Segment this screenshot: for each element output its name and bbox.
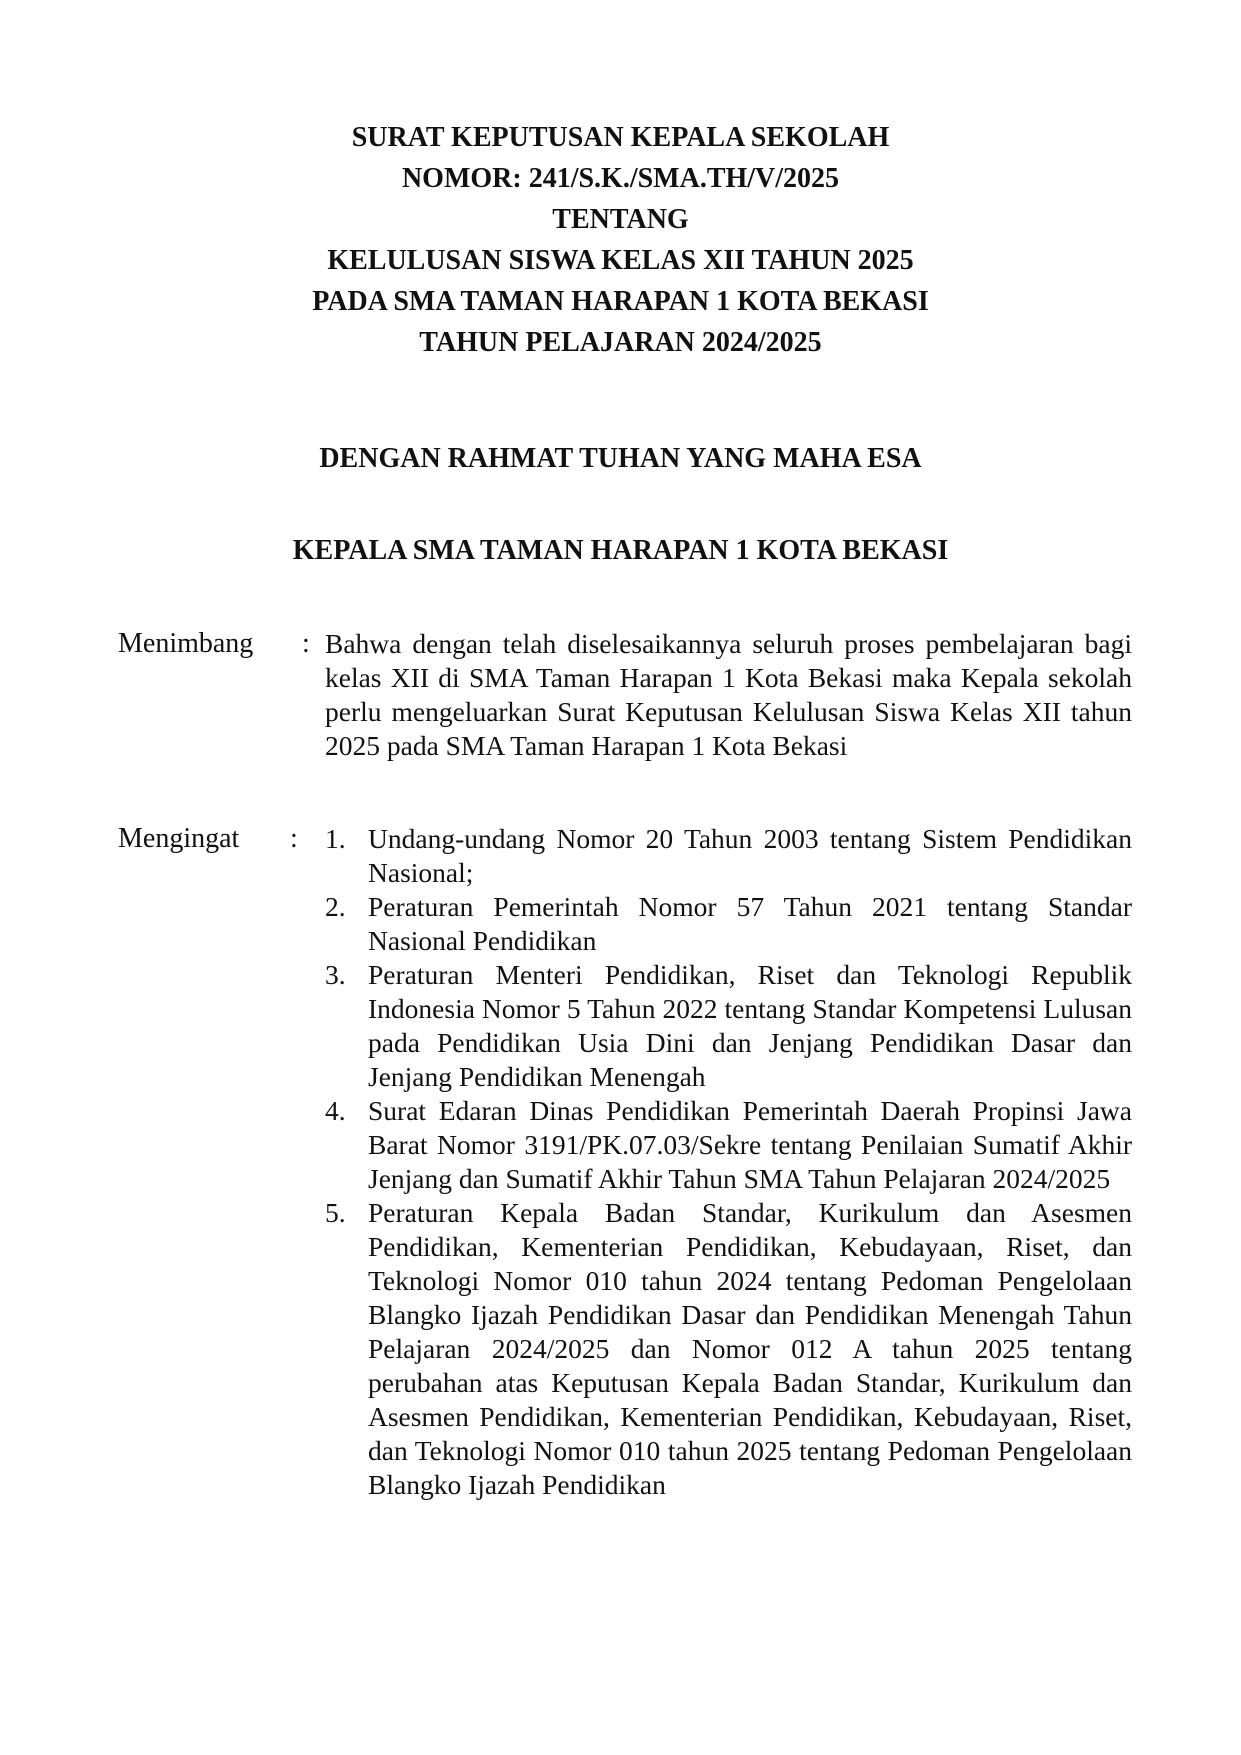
title-line-subject: KELULUSAN SISWA KELAS XII TAHUN 2025: [327, 245, 914, 276]
list-item-number: 3.: [325, 959, 346, 990]
list-item-text: Undang-undang Nomor 20 Tahun 2003 tentang Sistem Pendidikan Nasional;: [368, 823, 1132, 888]
list-item-number: 5.: [325, 1197, 346, 1228]
menimbang-colon: :: [302, 628, 310, 659]
list-item: [325, 1196, 1132, 1502]
menimbang-label: Menimbang: [118, 628, 254, 659]
mengingat-colon: :: [290, 823, 298, 854]
list-item: [325, 890, 1132, 958]
title-line-decree: SURAT KEPUTUSAN KEPALA SEKOLAH: [351, 122, 890, 153]
list-item-text: Peraturan Kepala Badan Standar, Kurikulum dan Asesmen Pendidikan, Kementerian Pendidikan, Kebudayaan, Riset, dan Teknologi Nomor 010 tahun 2024 tentang Pedoman Pengelolaan Blangko Ijazah Pendidikan Dasar dan Pendidikan Menengah Tahun Pelajaran 2024/2025 dan Nomor 012 A tahun 2025 tentang perubahan atas Keputusan Kepala Badan Standar, Kurikulum dan Asesmen Pendidikan, Kementerian Pendidikan, Kebudayaan, Riset, dan Teknologi Nomor 010 tahun 2025 tentang Pedoman Pengelolaan Blangko Ijazah Pendidikan: [368, 1197, 1132, 1500]
list-item: [325, 822, 1132, 890]
list-item-number: 4.: [325, 1095, 346, 1126]
invocation-heading: DENGAN RAHMAT TUHAN YANG MAHA ESA: [319, 443, 922, 474]
mengingat-label: Mengingat: [118, 823, 240, 854]
list-item: [325, 1094, 1132, 1196]
list-item-text: Peraturan Menteri Pendidikan, Riset dan Teknologi Republik Indonesia Nomor 5 Tahun 2022 tentang Standar Kompetensi Lulusan pada Pendidikan Usia Dini dan Jenjang Pendidikan Dasar dan Jenjang Pendidikan Menengah: [368, 959, 1132, 1092]
list-item-text: Surat Edaran Dinas Pendidikan Pemerintah Daerah Propinsi Jawa Barat Nomor 3191/PK.07.03/Sekre tentang Penilaian Sumatif Akhir Jenjang dan Sumatif Akhir Tahun SMA Tahun Pelajaran 2024/2025: [368, 1095, 1132, 1194]
list-item-number: 1.: [325, 823, 346, 854]
list-item-text: Peraturan Pemerintah Nomor 57 Tahun 2021 tentang Standar Nasional Pendidikan: [368, 891, 1132, 956]
title-line-academic-year: TAHUN PELAJARAN 2024/2025: [419, 327, 822, 358]
title-line-about: TENTANG: [552, 204, 689, 235]
title-line-number: NOMOR: 241/S.K./SMA.TH/V/2025: [401, 163, 840, 194]
mengingat-list: [325, 822, 1132, 1502]
list-item-number: 2.: [325, 891, 346, 922]
authority-heading: KEPALA SMA TAMAN HARAPAN 1 KOTA BEKASI: [292, 535, 949, 566]
list-item: [325, 958, 1132, 1094]
document-title-block: [0, 117, 1241, 363]
title-line-school: PADA SMA TAMAN HARAPAN 1 KOTA BEKASI: [312, 286, 929, 317]
menimbang-text: Bahwa dengan telah diselesaikannya seluruh proses pembelajaran bagi kelas XII di SMA Taman Harapan 1 Kota Bekasi maka Kepala sekolah perlu mengeluarkan Surat Keputusan Kelulusan Siswa Kelas XII tahun 2025 pada SMA Taman Harapan 1 Kota Bekasi: [325, 628, 1132, 761]
